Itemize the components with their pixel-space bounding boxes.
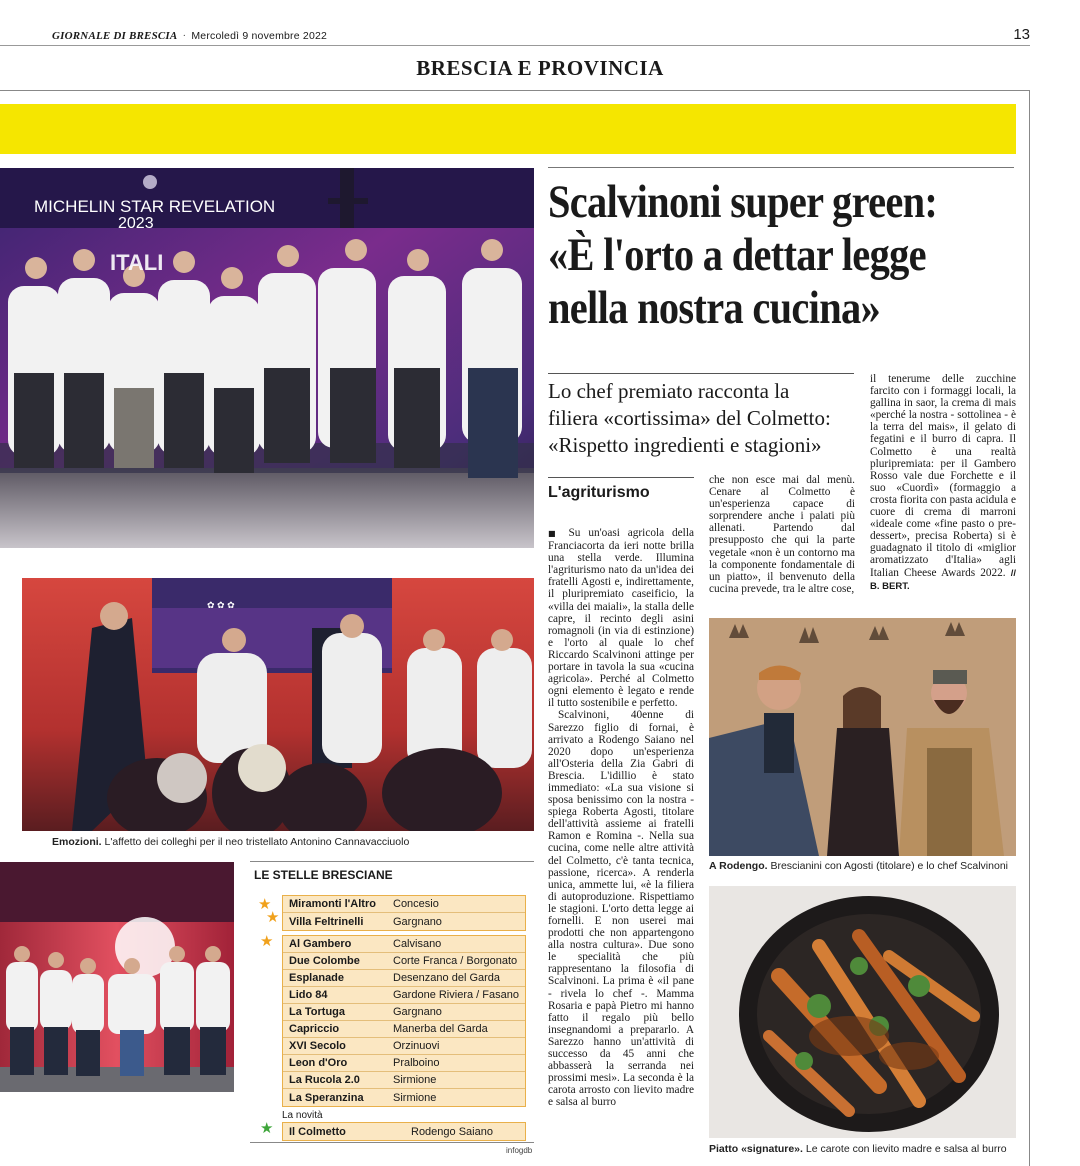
svg-text:✿ ✿ ✿: ✿ ✿ ✿: [207, 600, 235, 610]
page-number: 13: [1013, 26, 1030, 43]
stars-table-top-rule: [250, 861, 534, 862]
table-row: Capriccio Manerba del Garda: [283, 1021, 525, 1038]
emotions-caption: [52, 836, 409, 848]
emotions-photo: [22, 578, 534, 831]
article-paragraph-1: Su un'oasi agricola della Franciacorta da ieri notte brilla una stella verde. Illumina l'agriturismo nato da un'idea dei fratelli Agosti e, indirettamente, il pluripremiato caseificio, la «villa dei maiali», la stalla delle capre, il recinto degli asini romagnoli (in via di estinzione) e l'orto al quale lo chef Riccardo Scalvinoni attinge per portare in tavola la sua «cucina agricola». Perché al Colmetto ogni elemento è legato e rende il tutto sostenibile e perfetto.: [548, 527, 694, 710]
main-stage-photo: [0, 168, 534, 548]
rodengo-caption-lead: A Rodengo.: [709, 860, 768, 872]
rodengo-caption: [709, 860, 1008, 872]
article-paragraph-2: Scalvinoni, 40enne di Sarezzo figlio di fornai, è arrivato a Rodengo Saiano nel 2020 dopo un'esperienza all'Osteria della Zia Gabri di Brescia. L'idillio è stato immediato: «La sua visione si sposa benissimo con la nostra - spiega Roberta Agosti, titolare dell'attività assieme ai fratelli Ramon e Romina -. Nella sua cucina, come nelle altre attività del Colmetto, c'è tanta tecnica, passione, ricerca». A renderla unica, ammette lui, «è la filiera di autoproduzione. Rispettiamo le stagioni. L'orto detta legge ai fornelli. E non userei mai prodotti che non appartengono alla nostra cultura». Due sono le specialità che più rappresentano la filosofia di Scalvinoni. La prima è «il pane - rivela lo chef -. Mamma Rosaria e papà Pietro mi hanno fatto il regalo più bello insegnandomi a prepararlo. A Sarezzo hanno un'attività di successo da 45 anni che abbasserà la serranda nei prossimi mesi». La seconda è la carota arrosto con lievito madre e salsa al burro: [548, 709, 694, 1109]
stage-sign-italia: ITALI: [110, 250, 164, 275]
article-column-1: ■ Su un'oasi agricola della Franciacorta da ieri notte brilla una stella verde. Illumina l'agriturismo nato da un'idea dei fratelli Agosti e, indirettamente, il pluripremiato caseificio, la «villa dei maiali», la stalla delle capre, il recinto degli asini romagnoli (in via di estinzione) e l'orto al quale lo chef Riccardo Scalvinoni attinge per portare in tavola la sua «cucina agricola». Perché al Colmetto ogni elemento è legato e rende il tutto sostenibile e perfetto. Scalvinoni, 40enne di Sarezzo figlio di fornai, è arrivato a Rodengo Saiano nel 2020 dopo un'esperienza all'Osteria della Zia Gabri di Brescia. L'idillio è stato immediato: «La sua visione si sposa benissimo con la nostra - spiega Roberta Agosti, titolare dell'attività assieme ai fratelli Ramon e Romina -. Nella sua cucina, come nelle altre attività del Colmetto, c'è tanta tecnica, passione, ricerca». A renderla unica, ammette lui, «è la filiera di autoproduzione. Rispettiamo le stagioni. L'orto detta legge ai fornelli. E non userei mai prodotti che non appartengono alla nostra cultura». Due sono le specialità che più rappresentano la filosofia di Scalvinoni. La prima è «il pane - rivela lo chef -. Mamma Rosaria e papà Pietro mi hanno fatto il regalo più bello insegnandomi a prepararlo. A Sarezzo hanno un'attività di successo da 45 anni che abbasserà la serranda nei prossimi mesi». La seconda è la carota arrosto con lievito madre e salsa al burro: [548, 527, 694, 1109]
signature-caption-lead: Piatto «signature».: [709, 1143, 803, 1155]
newspaper-name: GIORNALE DI BRESCIA: [52, 30, 178, 42]
emotions-caption-text: L'affetto dei colleghi per il neo tristellato Antonino Cannavacciuolo: [104, 836, 410, 848]
headline-line-2: «È l'orto a dettar legge: [548, 229, 926, 281]
signature-caption: [709, 1143, 1007, 1155]
signature-dish-photo: [709, 886, 1016, 1138]
header-divider: [0, 45, 1030, 46]
subhead-line-1: Lo chef premiato racconta la: [548, 379, 790, 403]
masthead: GIORNALE DI BRESCIA · Mercoledì 9 novembre 2022: [52, 30, 328, 42]
two-star-icon: ★ ★: [258, 897, 280, 926]
novita-label: La novità: [282, 1110, 323, 1121]
stars-table-title: LE STELLE BRESCIANE: [254, 868, 393, 882]
group-stage-photo: [0, 862, 234, 1092]
table-row: Leon d'Oro Pralboino: [283, 1055, 525, 1072]
table-row: La Tortuga Gargnano: [283, 1004, 525, 1021]
stage-sign-year: 2023: [118, 215, 154, 232]
table-row: XVI Secolo Orzinuovi: [283, 1038, 525, 1055]
column-head-rule: [548, 477, 694, 478]
table-row: Esplanade Desenzano del Garda: [283, 970, 525, 987]
section-title: BRESCIA E PROVINCIA: [416, 56, 664, 80]
table-row: Villa Feltrinelli Gargnano: [289, 915, 442, 928]
table-row: Due Colombe Corte Franca / Borgonato: [283, 953, 525, 970]
one-star-group: [282, 935, 526, 1107]
headline-line-3: nella nostra cucina»: [548, 282, 881, 334]
article-column-2: [709, 474, 855, 606]
headline-line-1: Scalvinoni super green:: [548, 176, 938, 228]
column-head: L'agriturismo: [548, 484, 650, 501]
stage-sign-title: MICHELIN STAR REVELATION: [34, 197, 276, 216]
headline-rule: [548, 167, 1014, 168]
table-row: Lido 84 Gardone Riviera / Fasano: [283, 987, 525, 1004]
article-column-3: [870, 373, 1016, 605]
table-row: Miramonti l'Altro Concesio: [283, 896, 525, 913]
two-star-group: [282, 895, 526, 931]
article-paragraph-3: che non esce mai dal menù. Cenare al Colmetto è un'esperienza capace di sorprendere anche i palati più allenati. Partendo dal presupposto che qui la parte vegetale «non è un contorno ma la componente fondamentale di un piatto», il benvenuto della cucina prevede, tra le altre cose,: [709, 474, 855, 595]
article-subhead: [548, 378, 858, 459]
infographic-credit: infogdb: [506, 1146, 533, 1155]
table-row: La Rucola 2.0 Sirmione: [283, 1072, 525, 1089]
green-star-icon: ★: [260, 1121, 274, 1137]
green-star-group: [282, 1122, 526, 1141]
rodengo-photo: [709, 618, 1016, 856]
subhead-line-3: «Rispetto ingredienti e stagioni»: [548, 433, 822, 457]
yellow-band: [0, 104, 1016, 154]
subhead-line-2: filiera «cortissima» del Colmetto:: [548, 406, 831, 430]
box-right-border: [1029, 90, 1030, 1166]
article-paragraph-4: il tenerume delle zucchine farcito con i formaggi locali, la gallina in saor, la crema di mais «perché la nostra - sottolinea - è la terra del mais», il gelato di fegatini e il burro di capra. Il Colmetto è una realtà pluripremiata: per il Gambero Rosso vale due Forchette e il suo «Cuordì» (formaggio a crosta fiorita con pasta acidula e cuore di crema di marroni «ideale come «fine pasto o pre-dessert», precisa Roberta) si è guadagnato il titolo di «miglior aromatizzato d'Italia» agli Italian Cheese Awards 2022.: [870, 373, 1016, 579]
signature-caption-text: Le carote con lievito madre e salsa al burro: [805, 1143, 1007, 1155]
emotions-caption-lead: Emozioni.: [52, 836, 102, 848]
table-row: La Speranzina Sirmione: [289, 1091, 437, 1104]
article-headline: [548, 176, 961, 335]
subhead-rule: [548, 373, 854, 374]
issue-date: Mercoledì 9 novembre 2022: [191, 30, 328, 42]
rodengo-caption-text: Brescianini con Agosti (titolare) e lo chef Scalvinoni: [770, 860, 1008, 872]
box-top-border: [0, 90, 1030, 91]
author-signature: // B. BERT.: [870, 567, 1016, 592]
one-star-icon: ★: [260, 934, 274, 950]
table-row: Al Gambero Calvisano: [283, 936, 525, 953]
table-row: Il Colmetto Rodengo Saiano: [289, 1125, 493, 1138]
stars-table-bottom-rule: [250, 1142, 534, 1143]
